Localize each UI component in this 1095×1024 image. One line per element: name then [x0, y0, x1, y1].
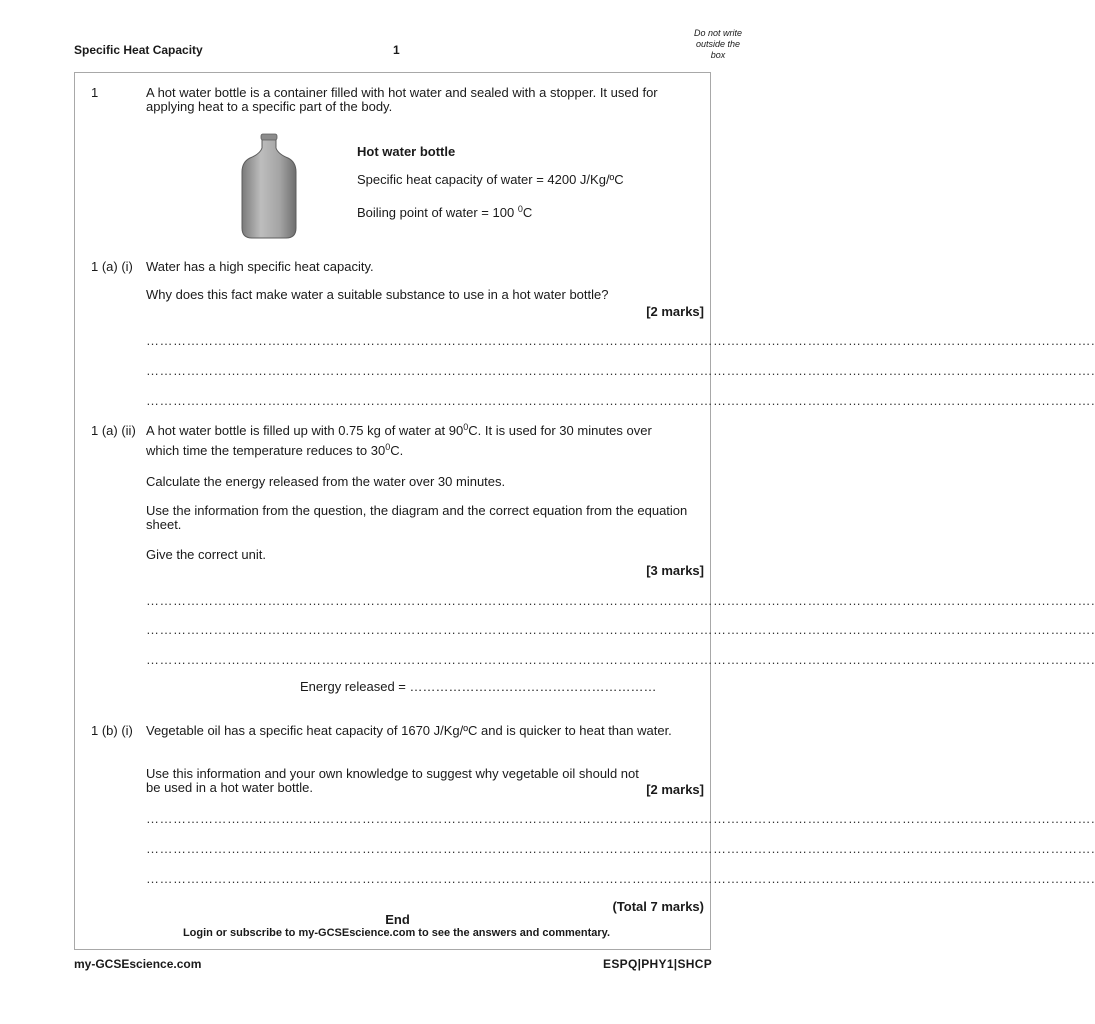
answer-line[interactable]: ………………………………………………………………………………………………………………………………………………………………………………………….	[146, 393, 1095, 408]
question-intro: A hot water bottle is a container filled with hot water and sealed with a stopper. It used for applying heat to a specific part of the body.	[146, 85, 658, 114]
answer-line[interactable]: ………………………………………………………………………………………………………………………………………………………………………………………….	[146, 363, 1095, 378]
question-number: 1 (a) (i)	[91, 259, 133, 274]
question-text: Give the correct unit.	[146, 547, 266, 562]
question-text: Why does this fact make water a suitable substance to use in a hot water bottle?	[146, 287, 609, 302]
question-text: Calculate the energy released from the water over 30 minutes.	[146, 474, 506, 489]
question-number: 1 (b) (i)	[91, 723, 133, 738]
page-number: 1	[393, 43, 400, 57]
answer-line[interactable]: ………………………………………………………………………………………………………………………………………………………………………………………….	[146, 871, 1095, 886]
info-specific-heat: Specific heat capacity of water = 4200 J/Kg/ºC	[357, 172, 624, 187]
question-text: Use the information from the question, the diagram and the correct equation from the equation sheet.	[146, 503, 688, 532]
margin-note: Do not write outside the box	[693, 28, 743, 60]
question-text: which time the temperature reduces to $30^0C$.	[146, 442, 404, 458]
question-text: Water has a high specific heat capacity.	[146, 259, 374, 274]
hot-water-bottle-image	[240, 132, 298, 240]
marks-label: [2 marks]	[646, 304, 704, 319]
answer-line[interactable]: ………………………………………………………………………………………………………………………………………………………………………………………….	[146, 811, 1095, 826]
end-label: End	[385, 912, 410, 927]
question-text: A hot water bottle is filled up with 0.75 kg of water at $90^0C$. It is used for 30 minutes over	[146, 422, 652, 438]
marks-label: [2 marks]	[646, 782, 704, 797]
login-notice[interactable]: Login or subscribe to my-GCSEscience.com to see the answers and commentary.	[182, 927, 611, 939]
question-text: Vegetable oil has a specific heat capacity of 1670 J/Kg/ºC and is quicker to heat than water.	[146, 723, 672, 738]
document-title: Specific Heat Capacity	[74, 43, 203, 57]
answer-line[interactable]: ………………………………………………………………………………………………………………………………………………………………………………………….	[146, 652, 1095, 667]
question-number: 1 (a) (ii)	[91, 423, 136, 438]
total-marks: (Total 7 marks)	[612, 899, 704, 914]
answer-line[interactable]: ………………………………………………………………………………………………………………………………………………………………………………………….	[146, 593, 1095, 608]
answer-line[interactable]: ………………………………………………………………………………………………………………………………………………………………………………………….	[146, 841, 1095, 856]
answer-line[interactable]: ………………………………………………………………………………………………………………………………………………………………………………………….	[146, 622, 1095, 637]
footer-site: my-GCSEscience.com	[74, 957, 202, 971]
info-title: Hot water bottle	[357, 144, 456, 159]
footer-code: ESPQ|PHY1|SHCP	[603, 957, 712, 971]
question-number: 1	[91, 85, 99, 100]
question-text: Use this information and your own knowledge to suggest why vegetable oil should not be used in a hot water bottle.	[146, 766, 639, 795]
marks-label: [3 marks]	[646, 563, 704, 578]
energy-released-field[interactable]: Energy released = …………………………………………………	[300, 679, 657, 694]
answer-line[interactable]: ………………………………………………………………………………………………………………………………………………………………………………………….	[146, 333, 1095, 348]
info-boiling-point: Boiling point of water = 100 $^0$C	[357, 204, 533, 220]
